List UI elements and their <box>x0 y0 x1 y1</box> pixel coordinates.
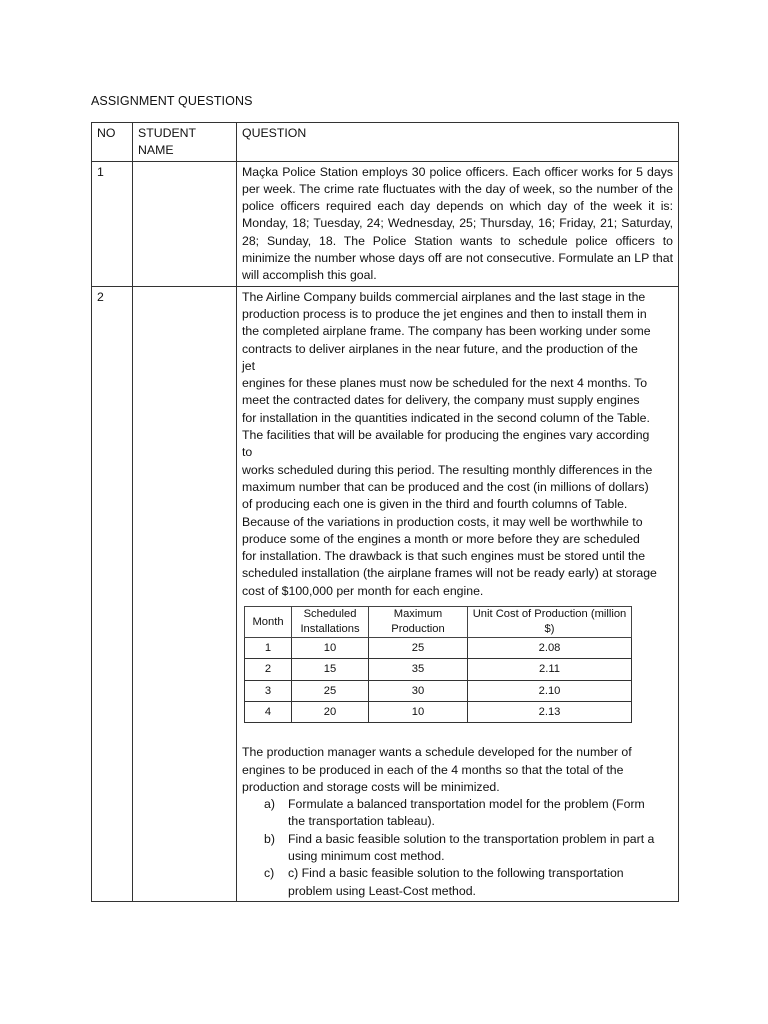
header-scheduled-installations: Scheduled Installations <box>292 607 369 638</box>
question-number: 1 <box>92 161 133 286</box>
text-line: works scheduled during this period. The resulting monthly differences in the <box>242 462 653 477</box>
table-row <box>245 680 632 701</box>
cell: 20 <box>292 701 369 722</box>
text-line: for installation. The drawback is that such engines must be stored until the <box>242 549 646 564</box>
text-line: The Airline Company builds commercial airplanes and the last stage in the <box>242 289 646 304</box>
question-number: 2 <box>92 286 133 901</box>
cell: 2 <box>245 659 292 680</box>
table-row <box>245 701 632 722</box>
text-line: maximum number that can be produced and the cost (in millions of dollars) <box>242 479 649 494</box>
text-line: engines to be produced in each of the 4 months so that the total of the <box>242 762 624 777</box>
student-name-cell <box>133 161 237 286</box>
text-line: The production manager wants a schedule developed for the number of <box>242 745 632 760</box>
cell: 25 <box>292 680 369 701</box>
column-header-student-name: STUDENT NAME <box>133 123 237 162</box>
question-parts <box>242 796 673 900</box>
cell: 30 <box>369 680 468 701</box>
list-item <box>264 831 673 866</box>
text-line: the completed airplane frame. The company has been working under some <box>242 324 651 339</box>
production-table <box>244 606 632 723</box>
question-row-2 <box>92 286 679 901</box>
list-item <box>264 796 673 831</box>
text-line: of producing each one is given in the third and fourth columns of Table. <box>242 497 628 512</box>
text-line: jet <box>242 358 255 373</box>
column-header-question: QUESTION <box>237 123 679 162</box>
cell: 3 <box>245 680 292 701</box>
cell: 15 <box>292 659 369 680</box>
cell: 2.08 <box>468 638 632 659</box>
text-line: to <box>242 445 253 460</box>
table-row <box>245 659 632 680</box>
header-unit-cost: Unit Cost of Production (million $) <box>468 607 632 638</box>
cell: 10 <box>292 638 369 659</box>
production-table-header <box>245 607 632 638</box>
header-maximum-production: Maximum Production <box>369 607 468 638</box>
list-marker: c) <box>264 866 275 881</box>
text-line: engines for these planes must now be scheduled for the next 4 months. To <box>242 376 648 391</box>
table-row <box>245 638 632 659</box>
cell: 2.11 <box>468 659 632 680</box>
column-header-no: NO <box>92 123 133 162</box>
list-marker: a) <box>264 797 275 812</box>
cell: 10 <box>369 701 468 722</box>
question-row-1 <box>92 161 679 286</box>
table-header-row <box>92 123 679 162</box>
text-line: for installation in the quantities indicated in the second column of the Table. <box>242 410 650 425</box>
question-closing <box>242 744 673 796</box>
text-line: production and storage costs will be minimized. <box>242 779 500 794</box>
cell: 35 <box>369 659 468 680</box>
text-line: c) Find a basic feasible solution to the following transportation <box>288 866 624 881</box>
list-marker: b) <box>264 831 275 846</box>
question-text: Maçka Police Station employs 30 police officers. Each officer works for 5 days per week. The crime rate fluctuates with the day of week, so the number of the police officers required each day depends on which day of the week it is: Monday, 18; Tuesday, 24; Wednesday, 25; Thursday, 16; Friday, 21; Saturday, 28; Sunday, 18. The Police Station wants to schedule police officers to minimize the number whose days off are not consecutive. Formulate an LP that will accomplish this goal. <box>237 161 679 286</box>
text-line: scheduled installation (the airplane frames will not be ready early) at storage <box>242 566 657 581</box>
text-line: The facilities that will be available for producing the engines vary according <box>242 428 650 443</box>
text-line: contracts to deliver airplanes in the near future, and the production of the <box>242 341 638 356</box>
question-text <box>237 286 679 901</box>
text-line: the transportation tableau). <box>288 814 435 829</box>
text-line: problem using Least-Cost method. <box>288 883 476 898</box>
question-intro <box>242 289 673 600</box>
text-line: Formulate a balanced transportation model for the problem (Form <box>288 797 645 812</box>
page-heading: ASSIGNMENT QUESTIONS <box>91 94 253 108</box>
text-line: cost of $100,000 per month for each engine. <box>242 583 484 598</box>
text-line: produce some of the engines a month or more before they are scheduled <box>242 531 640 546</box>
assignment-table <box>91 122 679 902</box>
text-line: production process is to produce the jet engines and then to install them in <box>242 306 647 321</box>
text-line: Because of the variations in production costs, it may well be worthwhile to <box>242 514 643 529</box>
cell: 2.13 <box>468 701 632 722</box>
header-month: Month <box>245 607 292 638</box>
text-line: using minimum cost method. <box>288 848 445 863</box>
cell: 2.10 <box>468 680 632 701</box>
cell: 4 <box>245 701 292 722</box>
cell: 25 <box>369 638 468 659</box>
student-name-cell <box>133 286 237 901</box>
text-line: Find a basic feasible solution to the transportation problem in part a <box>288 831 655 846</box>
list-item <box>264 865 673 900</box>
text-line: meet the contracted dates for delivery, the company must supply engines <box>242 393 640 408</box>
cell: 1 <box>245 638 292 659</box>
